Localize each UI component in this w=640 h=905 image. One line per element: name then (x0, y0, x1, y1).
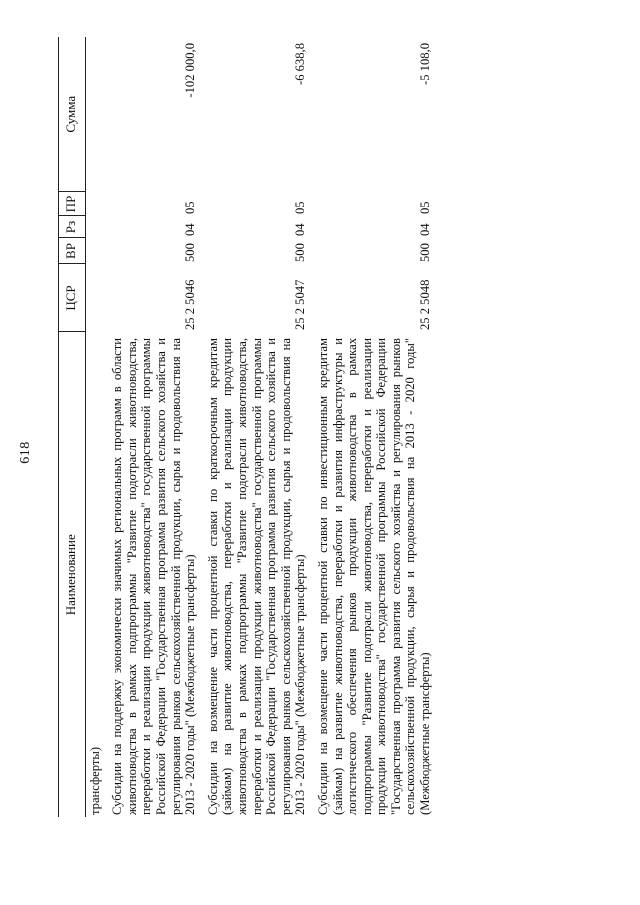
row-sum: -102 000,0 (183, 43, 198, 98)
row-name: Субсидии на поддержку экономически значимых региональных программ в области животноводства в рамках подпрограммы "Развитие подотрасли животноводства, переработки и реализации продукции животноводства" государственной программы Российской Федерации "Государственная программа развития сельского хозяйства и регулирования рынков сельскохозяйственной продукции, сырья и продовольствия на 2013 - 2020 годы" (Межбюджетные трансферты) (110, 338, 198, 815)
page-number: 618 (18, 441, 33, 464)
row-csr: 25 2 5046 (183, 279, 198, 330)
header-vr: ВР (59, 238, 86, 264)
row-rz: 04 (183, 223, 198, 236)
row-pr: 05 (293, 201, 308, 214)
row-sum: -6 638,8 (293, 43, 308, 85)
row-pr: 05 (183, 201, 198, 214)
table-header-row (59, 37, 86, 817)
table-row (314, 37, 439, 817)
row-rz: 04 (293, 223, 308, 236)
row-vr: 500 (183, 243, 198, 262)
row-sum: -5 108,0 (418, 43, 433, 85)
row-name: Субсидии на возмещение части процентной ставки по краткосрочным кредитам (займам) на развитие животноводства, переработки и реализации продукции животноводства в рамках подпрограммы "Развитие подотрасли животноводства, переработки и реализации продукции животноводства" государственной программы Российской Федерации "Государственная программа развития сельского хозяйства и регулирования рынков сельскохозяйственной продукции, сырья и продовольствия на 2013 - 2020 годы" (Межбюджетные трансферты) (205, 338, 308, 815)
continuation-row (85, 37, 108, 817)
table-row (204, 37, 314, 817)
table-row (108, 37, 204, 817)
header-name: Наименование (59, 332, 86, 817)
row-rz: 04 (418, 223, 433, 236)
row-csr: 25 2 5047 (293, 279, 308, 330)
header-rz: Рз (59, 216, 86, 238)
row-csr: 25 2 5048 (418, 279, 433, 330)
row-name: Субсидии на возмещение части процентной ставки по инвестиционным кредитам (займам) на развитие животноводства, переработки и развития инфраструктуры и логистического обеспечения рынков продукции животноводства в рамках подпрограммы "Развитие подотрасли животноводства, переработки и реализации продукции животноводства" государственной программы Российской Федерации "Государственная программа развития сельского хозяйства и регулирования рынков сельскохозяйственной продукции, сырья и продовольствия на 2013 - 2020 годы" (Межбюджетные трансферты) (315, 338, 433, 815)
row-vr: 500 (418, 243, 433, 262)
row-vr: 500 (293, 243, 308, 262)
header-csr: ЦСР (59, 264, 86, 332)
continuation-text: трансферты) (87, 746, 102, 815)
header-sum: Сумма (59, 37, 86, 192)
budget-table (58, 37, 439, 817)
row-pr: 05 (418, 201, 433, 214)
header-pr: ПР (59, 192, 86, 216)
